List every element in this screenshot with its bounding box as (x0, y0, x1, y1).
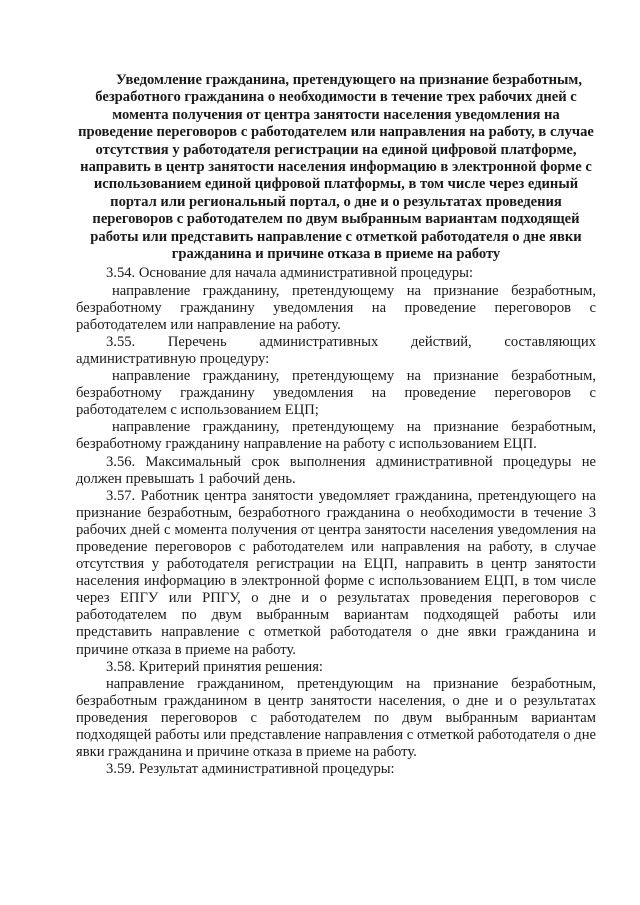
section-heading-text: Уведомление гражданина, претендующего на признание безработным, безработного гражданина о необходимости в течение трех рабочих дней с момента получения от центра занятости населения уведомления на проведение переговоров с работодателем или направления на работу, в случае отсутствия у работодателя регистрации на единой цифровой платформе, направить в центр занятости населения информацию в электронной форме с использованием единой цифровой платформы, в том числе через единый портал или региональный портал, о дне и о результатах проведения переговоров с работодателем по двум выбранным вариантам подходящей работы или представить направление с отметкой работодателя о дне явки гражданина и причине отказа в приеме на работу (78, 72, 594, 263)
section-heading (76, 72, 596, 263)
paragraph-3-54-item: направление гражданину, претендующему на признание безработным, безработному гражданину уведомления на проведение переговоров с работодателем или направление на работу. (76, 282, 596, 333)
paragraph-3-55-item-2: направление гражданину, претендующему на признание безработным, безработному гражданину направление на работу с использованием ЕЦП. (76, 419, 596, 453)
paragraph-3-58-item: направление гражданином, претендующим на признание безработным, безработным гражданином в центр занятости населения, о дне и о результатах проведения переговоров с работодателем по двум выбранным вариантам подходящей работы или представление направления с отметкой работодателя о дне явки гражданина и причине отказа в приеме на работу. (76, 675, 596, 761)
paragraph-3-57: 3.57. Работник центра занятости уведомляет гражданина, претендующего на признание безработным, безработного гражданина о необходимости в течение 3 рабочих дней с момента получения от центра занятости населения уведомления на проведение переговоров с работодателем или направления на работу, в случае отсутствия у работодателя регистрации на ЕЦП, направить в центр занятости населения информацию в электронной форме с использованием ЕЦП, в том числе через ЕПГУ или РПГУ, о дне и о результатах проведения переговоров с работодателем по двум выбранным вариантам подходящей работы или представить направление с отметкой работодателя о дне явки гражданина и причине отказа в приеме на работу. (76, 487, 596, 658)
document-body (76, 265, 596, 778)
paragraph-3-59: 3.59. Результат административной процедуры: (106, 761, 395, 778)
paragraph-3-58: 3.58. Критерий принятия решения: (106, 658, 323, 675)
paragraph-3-56: 3.56. Максимальный срок выполнения административной процедуры не должен превышать 1 рабочий день. (76, 453, 596, 487)
paragraph-3-55-item-1: направление гражданину, претендующему на признание безработным, безработному гражданину уведомления на проведение переговоров с работодателем с использованием ЕЦП; (76, 368, 596, 419)
paragraph-3-54: 3.54. Основание для начала административной процедуры: (106, 265, 474, 282)
paragraph-3-55: 3.55. Перечень административных действий, составляющих административную процедуру: (76, 333, 596, 367)
